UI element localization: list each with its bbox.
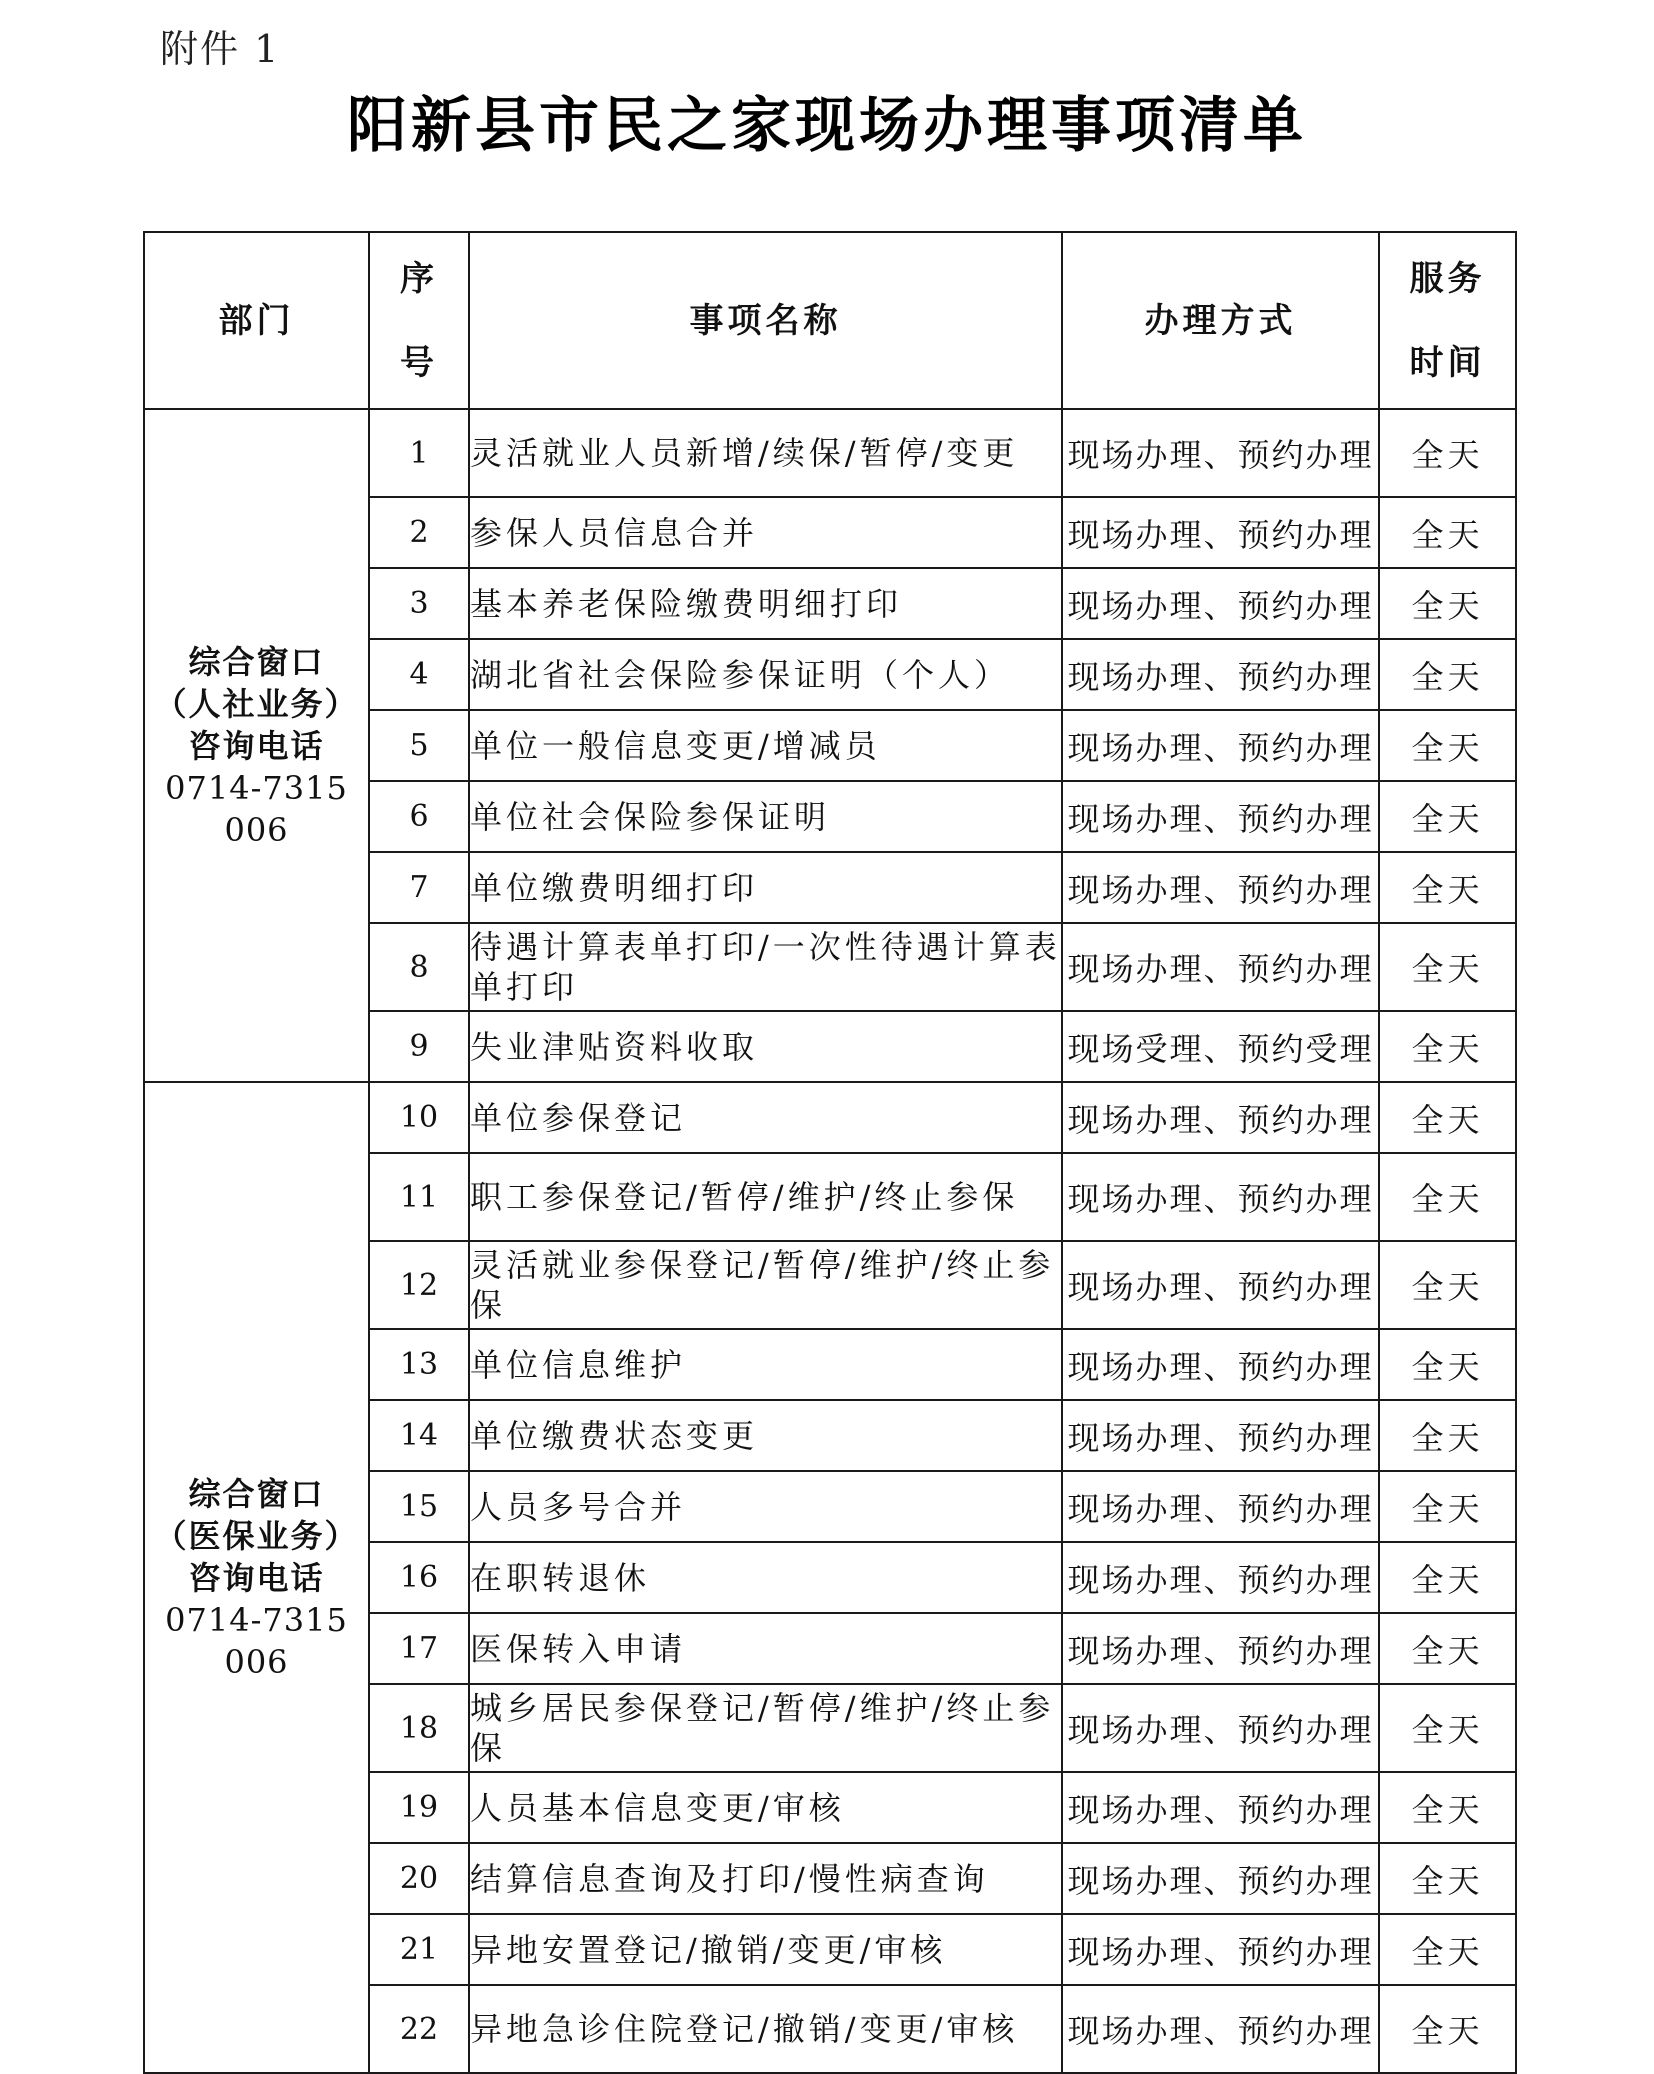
item-name: 参保人员信息合并 [469, 497, 1062, 568]
row-number: 15 [369, 1471, 469, 1542]
service-time: 全天 [1379, 1011, 1516, 1082]
page-title: 阳新县市民之家现场办理事项清单 [347, 91, 1307, 161]
handling-mode: 现场办理、预约办理 [1062, 1843, 1379, 1914]
header-no-line1: 序 [400, 258, 438, 299]
row-number: 13 [369, 1329, 469, 1400]
handling-mode: 现场办理、预约办理 [1062, 497, 1379, 568]
header-dept: 部门 [144, 232, 369, 409]
header-time-line2: 时间 [1409, 342, 1486, 383]
attachment-label: 附件 1 [160, 27, 281, 71]
handling-mode: 现场办理、预约办理 [1062, 1400, 1379, 1471]
item-name: 单位一般信息变更/增减员 [469, 710, 1062, 781]
row-number: 22 [369, 1985, 469, 2073]
dept-phone: 0714-7315006 [165, 768, 348, 849]
row-number: 6 [369, 781, 469, 852]
handling-mode: 现场办理、预约办理 [1062, 1471, 1379, 1542]
service-time: 全天 [1379, 1400, 1516, 1471]
item-name: 基本养老保险缴费明细打印 [469, 568, 1062, 639]
service-time: 全天 [1379, 1985, 1516, 2073]
item-name: 单位参保登记 [469, 1082, 1062, 1153]
service-items-table [143, 231, 1517, 2074]
handling-mode: 现场办理、预约办理 [1062, 1772, 1379, 1843]
service-time: 全天 [1379, 497, 1516, 568]
dept-label: （人社业务） [154, 684, 359, 723]
service-time: 全天 [1379, 923, 1516, 1011]
service-time: 全天 [1379, 1613, 1516, 1684]
row-number: 7 [369, 852, 469, 923]
header-time-line1: 服务 [1409, 258, 1486, 299]
row-number: 3 [369, 568, 469, 639]
handling-mode: 现场办理、预约办理 [1062, 568, 1379, 639]
dept-label: 综合窗口 [188, 642, 325, 681]
dept-label: 咨询电话 [188, 726, 325, 765]
item-name: 灵活就业参保登记/暂停/维护/终止参保 [469, 1241, 1062, 1329]
table-row [144, 409, 1516, 497]
item-name: 灵活就业人员新增/续保/暂停/变更 [469, 409, 1062, 497]
row-number: 16 [369, 1542, 469, 1613]
item-name: 在职转退休 [469, 1542, 1062, 1613]
header-no [369, 232, 469, 409]
item-name: 湖北省社会保险参保证明（个人） [469, 639, 1062, 710]
handling-mode: 现场办理、预约办理 [1062, 1082, 1379, 1153]
service-time: 全天 [1379, 1684, 1516, 1772]
dept-label: （医保业务） [154, 1516, 359, 1555]
service-time: 全天 [1379, 710, 1516, 781]
row-number: 14 [369, 1400, 469, 1471]
service-time: 全天 [1379, 1153, 1516, 1241]
header-item: 事项名称 [469, 232, 1062, 409]
service-time: 全天 [1379, 409, 1516, 497]
row-number: 2 [369, 497, 469, 568]
item-name: 单位信息维护 [469, 1329, 1062, 1400]
service-time: 全天 [1379, 568, 1516, 639]
row-number: 10 [369, 1082, 469, 1153]
header-mode: 办理方式 [1062, 232, 1379, 409]
dept-label: 综合窗口 [188, 1474, 325, 1513]
handling-mode: 现场办理、预约办理 [1062, 639, 1379, 710]
handling-mode: 现场办理、预约办理 [1062, 1613, 1379, 1684]
service-time: 全天 [1379, 1772, 1516, 1843]
dept-phone: 0714-7315006 [165, 1600, 348, 1681]
handling-mode: 现场办理、预约办理 [1062, 923, 1379, 1011]
handling-mode: 现场办理、预约办理 [1062, 1329, 1379, 1400]
item-name: 人员多号合并 [469, 1471, 1062, 1542]
dept-cell [144, 409, 369, 1082]
service-time: 全天 [1379, 852, 1516, 923]
dept-cell [144, 1082, 369, 2073]
item-name: 单位缴费明细打印 [469, 852, 1062, 923]
handling-mode: 现场受理、预约受理 [1062, 1011, 1379, 1082]
row-number: 20 [369, 1843, 469, 1914]
item-name: 人员基本信息变更/审核 [469, 1772, 1062, 1843]
handling-mode: 现场办理、预约办理 [1062, 710, 1379, 781]
handling-mode: 现场办理、预约办理 [1062, 781, 1379, 852]
item-name: 单位社会保险参保证明 [469, 781, 1062, 852]
handling-mode: 现场办理、预约办理 [1062, 1985, 1379, 2073]
table-body [144, 409, 1516, 2073]
service-time: 全天 [1379, 1843, 1516, 1914]
row-number: 8 [369, 923, 469, 1011]
item-name: 医保转入申请 [469, 1613, 1062, 1684]
handling-mode: 现场办理、预约办理 [1062, 409, 1379, 497]
handling-mode: 现场办理、预约办理 [1062, 1684, 1379, 1772]
item-name: 异地安置登记/撤销/变更/审核 [469, 1914, 1062, 1985]
dept-label: 咨询电话 [188, 1558, 325, 1597]
service-time: 全天 [1379, 781, 1516, 852]
item-name: 异地急诊住院登记/撤销/变更/审核 [469, 1985, 1062, 2073]
handling-mode: 现场办理、预约办理 [1062, 1542, 1379, 1613]
handling-mode: 现场办理、预约办理 [1062, 1153, 1379, 1241]
row-number: 19 [369, 1772, 469, 1843]
row-number: 18 [369, 1684, 469, 1772]
handling-mode: 现场办理、预约办理 [1062, 1914, 1379, 1985]
row-number: 9 [369, 1011, 469, 1082]
row-number: 4 [369, 639, 469, 710]
handling-mode: 现场办理、预约办理 [1062, 852, 1379, 923]
row-number: 5 [369, 710, 469, 781]
row-number: 21 [369, 1914, 469, 1985]
row-number: 1 [369, 409, 469, 497]
item-name: 待遇计算表单打印/一次性待遇计算表单打印 [469, 923, 1062, 1011]
header-time [1379, 232, 1516, 409]
service-time: 全天 [1379, 1542, 1516, 1613]
row-number: 12 [369, 1241, 469, 1329]
item-name: 结算信息查询及打印/慢性病查询 [469, 1843, 1062, 1914]
row-number: 11 [369, 1153, 469, 1241]
item-name: 失业津贴资料收取 [469, 1011, 1062, 1082]
table-header-row [144, 232, 1516, 409]
service-time: 全天 [1379, 1241, 1516, 1329]
service-time: 全天 [1379, 639, 1516, 710]
service-time: 全天 [1379, 1082, 1516, 1153]
item-name: 职工参保登记/暂停/维护/终止参保 [469, 1153, 1062, 1241]
row-number: 17 [369, 1613, 469, 1684]
item-name: 单位缴费状态变更 [469, 1400, 1062, 1471]
service-time: 全天 [1379, 1329, 1516, 1400]
service-time: 全天 [1379, 1471, 1516, 1542]
handling-mode: 现场办理、预约办理 [1062, 1241, 1379, 1329]
item-name: 城乡居民参保登记/暂停/维护/终止参保 [469, 1684, 1062, 1772]
service-time: 全天 [1379, 1914, 1516, 1985]
header-no-line2: 号 [400, 342, 438, 383]
table-row [144, 1082, 1516, 1153]
